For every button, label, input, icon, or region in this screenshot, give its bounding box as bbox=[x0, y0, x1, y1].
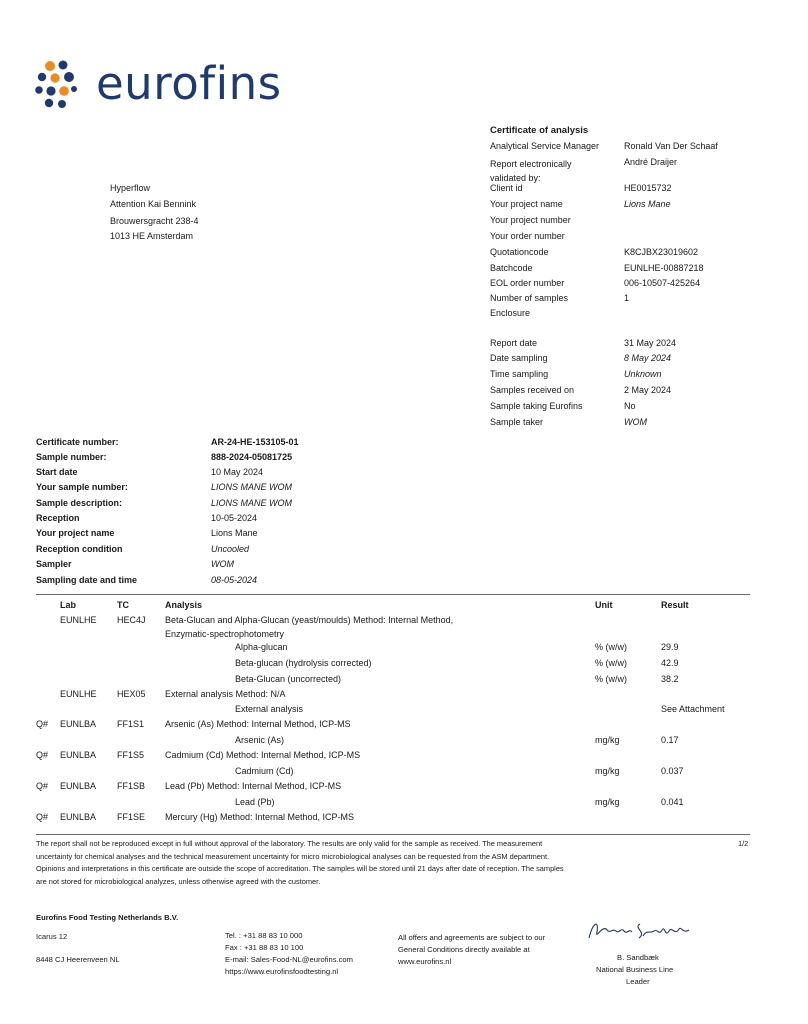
footer-email: E-mail: Sales-Food-NL@eurofins.com bbox=[225, 955, 353, 964]
row-tc: FF1S5 bbox=[117, 750, 145, 760]
sample-value: 08-05-2024 bbox=[211, 575, 258, 585]
header-lab: Lab bbox=[60, 600, 77, 610]
cert-label: Quotationcode bbox=[490, 247, 549, 257]
cert-label: Enclosure bbox=[490, 308, 531, 318]
cert-label: Your project name bbox=[490, 199, 563, 209]
cert-value: 31 May 2024 bbox=[624, 338, 677, 348]
disclaimer-line: are not stored for microbiological analyzes, unless otherwise agreed with the customer. bbox=[36, 876, 321, 886]
cert-value: K8CJBX23019602 bbox=[624, 247, 699, 257]
row-lab: EUNLBA bbox=[60, 812, 97, 822]
cert-value: Ronald Van Der Schaaf bbox=[624, 141, 718, 151]
sample-label: Reception condition bbox=[36, 544, 123, 554]
eurofins-logo-icon bbox=[34, 56, 90, 112]
footer-company: Eurofins Food Testing Netherlands B.V. bbox=[36, 913, 179, 922]
disclaimer-line: uncertainty for chemical analyses and the technical measurement uncertainty for micro microbiological analyses can be requested from the ASM department. bbox=[36, 851, 550, 861]
cert-label: Time sampling bbox=[490, 369, 549, 379]
footer-terms-1: All offers and agreements are subject to our bbox=[398, 933, 546, 942]
cert-value: Lions Mane bbox=[624, 199, 671, 209]
address-company: Hyperflow bbox=[110, 183, 151, 193]
row-tc: FF1S1 bbox=[117, 719, 145, 729]
address-city: 1013 HE Amsterdam bbox=[110, 231, 194, 241]
footer-city: 8448 CJ Heerenveen NL bbox=[36, 955, 120, 964]
sample-label: Sample description: bbox=[36, 498, 123, 508]
sample-value: LIONS MANE WOM bbox=[211, 498, 293, 508]
row-tc: HEX05 bbox=[117, 689, 146, 699]
footer-terms-2: General Conditions directly available at bbox=[398, 945, 530, 954]
cert-value: 8 May 2024 bbox=[624, 353, 672, 363]
table-top-rule bbox=[36, 594, 750, 595]
sample-label: Sampling date and time bbox=[36, 575, 138, 585]
row-unit: % (w/w) bbox=[595, 642, 627, 652]
cert-value: WOM bbox=[624, 417, 647, 427]
cert-value: HE0015732 bbox=[624, 183, 672, 193]
sample-label: Reception bbox=[36, 513, 80, 523]
footer-terms-3: www.eurofins.nl bbox=[398, 957, 452, 966]
row-tc: HEC4J bbox=[117, 615, 146, 625]
signature-icon bbox=[585, 914, 695, 948]
row-lab: EUNLBA bbox=[60, 719, 97, 729]
disclaimer-line: Opinions and interpretations in this certificate are outside the scope of accreditation. The samples will be stored until 21 days after date of reception. The samples bbox=[36, 864, 564, 873]
row-parameter: Beta-glucan (hydrolysis corrected) bbox=[235, 658, 372, 668]
sample-label: Sample number: bbox=[36, 452, 107, 462]
cert-value: Unknown bbox=[624, 369, 662, 379]
row-result: 29.9 bbox=[661, 642, 679, 652]
brand-wordmark: eurofins bbox=[96, 57, 282, 110]
row-result: 38.2 bbox=[661, 674, 679, 684]
sample-value: LIONS MANE WOM bbox=[211, 482, 293, 492]
cert-label: Date sampling bbox=[490, 353, 548, 363]
row-method-cont: Enzymatic-spectrophotometry bbox=[165, 629, 285, 639]
row-tc: FF1SE bbox=[117, 812, 146, 822]
row-result: 0.041 bbox=[661, 797, 684, 807]
row-parameter: Cadmium (Cd) bbox=[235, 766, 294, 776]
sample-label: Start date bbox=[36, 467, 78, 477]
row-method: Beta-Glucan and Alpha-Glucan (yeast/moulds) Method: Internal Method, bbox=[165, 615, 454, 625]
sample-value: 888-2024-05081725 bbox=[211, 452, 293, 462]
cert-value: André Draijer bbox=[624, 157, 678, 167]
cert-value: EUNLHE-00887218 bbox=[624, 263, 704, 273]
sample-label: Your project name bbox=[36, 528, 115, 538]
row-parameter: External analysis bbox=[235, 704, 304, 714]
cert-label: EOL order number bbox=[490, 278, 565, 288]
header-unit: Unit bbox=[595, 600, 613, 610]
certificate-heading: Certificate of analysis bbox=[490, 125, 589, 136]
row-parameter: Lead (Pb) bbox=[235, 797, 275, 807]
signer-title-2: Leader bbox=[626, 977, 650, 986]
sample-value: WOM bbox=[211, 559, 234, 569]
row-method: Cadmium (Cd) Method: Internal Method, ICP-MS bbox=[165, 750, 361, 760]
row-unit: mg/kg bbox=[595, 766, 620, 776]
cert-label: Your project number bbox=[490, 215, 571, 225]
cert-label: Report electronically validated by: bbox=[490, 159, 572, 183]
disclaimer-rule bbox=[36, 834, 750, 835]
row-result: See Attachment bbox=[661, 704, 725, 714]
disclaimer-line: The report shall not be reproduced except in full without approval of the laboratory. The results are only valid for the sample as received. The measurement bbox=[36, 839, 543, 848]
cert-label: Report date bbox=[490, 338, 538, 348]
row-flag: Q# bbox=[36, 750, 49, 760]
header-result: Result bbox=[661, 600, 689, 610]
footer-street: Icarus 12 bbox=[36, 932, 68, 941]
sample-value: Lions Mane bbox=[211, 528, 258, 538]
row-flag: Q# bbox=[36, 719, 49, 729]
footer-fax: Fax : +31 88 83 10 100 bbox=[225, 943, 304, 952]
header-analysis: Analysis bbox=[165, 600, 203, 610]
cert-value: No bbox=[624, 401, 636, 411]
cert-label: Analytical Service Manager bbox=[490, 141, 600, 151]
row-parameter: Arsenic (As) bbox=[235, 735, 285, 745]
row-method: Mercury (Hg) Method: Internal Method, ICP-MS bbox=[165, 812, 355, 822]
sample-label: Your sample number: bbox=[36, 482, 128, 492]
cert-value: 1 bbox=[624, 293, 630, 303]
cert-label: Sample taker bbox=[490, 417, 544, 427]
sample-value: Uncooled bbox=[211, 544, 250, 554]
cert-label: Client id bbox=[490, 183, 523, 193]
signer-name: B. Sandbæk bbox=[617, 953, 659, 962]
header-tc: TC bbox=[117, 600, 129, 610]
row-parameter: Beta-Glucan (uncorrected) bbox=[235, 674, 342, 684]
cert-label: Batchcode bbox=[490, 263, 533, 273]
footer-tel: Tel. : +31 88 83 10 000 bbox=[225, 931, 303, 940]
address-street: Brouwersgracht 238-4 bbox=[110, 216, 199, 226]
cert-value: 006-10507-425264 bbox=[624, 278, 701, 288]
row-unit: mg/kg bbox=[595, 735, 620, 745]
row-flag: Q# bbox=[36, 781, 49, 791]
row-tc: FF1SB bbox=[117, 781, 146, 791]
row-lab: EUNLHE bbox=[60, 689, 97, 699]
row-result: 0.037 bbox=[661, 766, 684, 776]
sample-label: Certificate number: bbox=[36, 437, 119, 447]
cert-label: Number of samples bbox=[490, 293, 569, 303]
footer-web: https://www.eurofinsfoodtesting.nl bbox=[225, 967, 339, 976]
row-result: 42.9 bbox=[661, 658, 679, 668]
sample-value: AR-24-HE-153105-01 bbox=[211, 437, 299, 447]
cert-label: Samples received on bbox=[490, 385, 575, 395]
row-unit: % (w/w) bbox=[595, 674, 627, 684]
disclaimer-text bbox=[36, 838, 564, 888]
row-result: 0.17 bbox=[661, 735, 679, 745]
sample-value: 10-05-2024 bbox=[211, 513, 258, 523]
cert-label: Your order number bbox=[490, 231, 565, 241]
row-unit: mg/kg bbox=[595, 797, 620, 807]
row-lab: EUNLBA bbox=[60, 781, 97, 791]
row-flag: Q# bbox=[36, 812, 49, 822]
cert-value: 2 May 2024 bbox=[624, 385, 672, 395]
signer-title-1: National Business Line bbox=[596, 965, 674, 974]
cert-label: Sample taking Eurofins bbox=[490, 401, 583, 411]
sample-label: Sampler bbox=[36, 559, 72, 569]
row-method: External analysis Method: N/A bbox=[165, 689, 286, 699]
row-method: Arsenic (As) Method: Internal Method, ICP-MS bbox=[165, 719, 351, 729]
row-unit: % (w/w) bbox=[595, 658, 627, 668]
row-method: Lead (Pb) Method: Internal Method, ICP-MS bbox=[165, 781, 342, 791]
sample-value: 10 May 2024 bbox=[211, 467, 264, 477]
row-lab: EUNLBA bbox=[60, 750, 97, 760]
row-lab: EUNLHE bbox=[60, 615, 97, 625]
page-number: 1/2 bbox=[738, 839, 749, 848]
address-attention: Attention Kai Bennink bbox=[110, 199, 197, 209]
row-parameter: Alpha-glucan bbox=[235, 642, 288, 652]
